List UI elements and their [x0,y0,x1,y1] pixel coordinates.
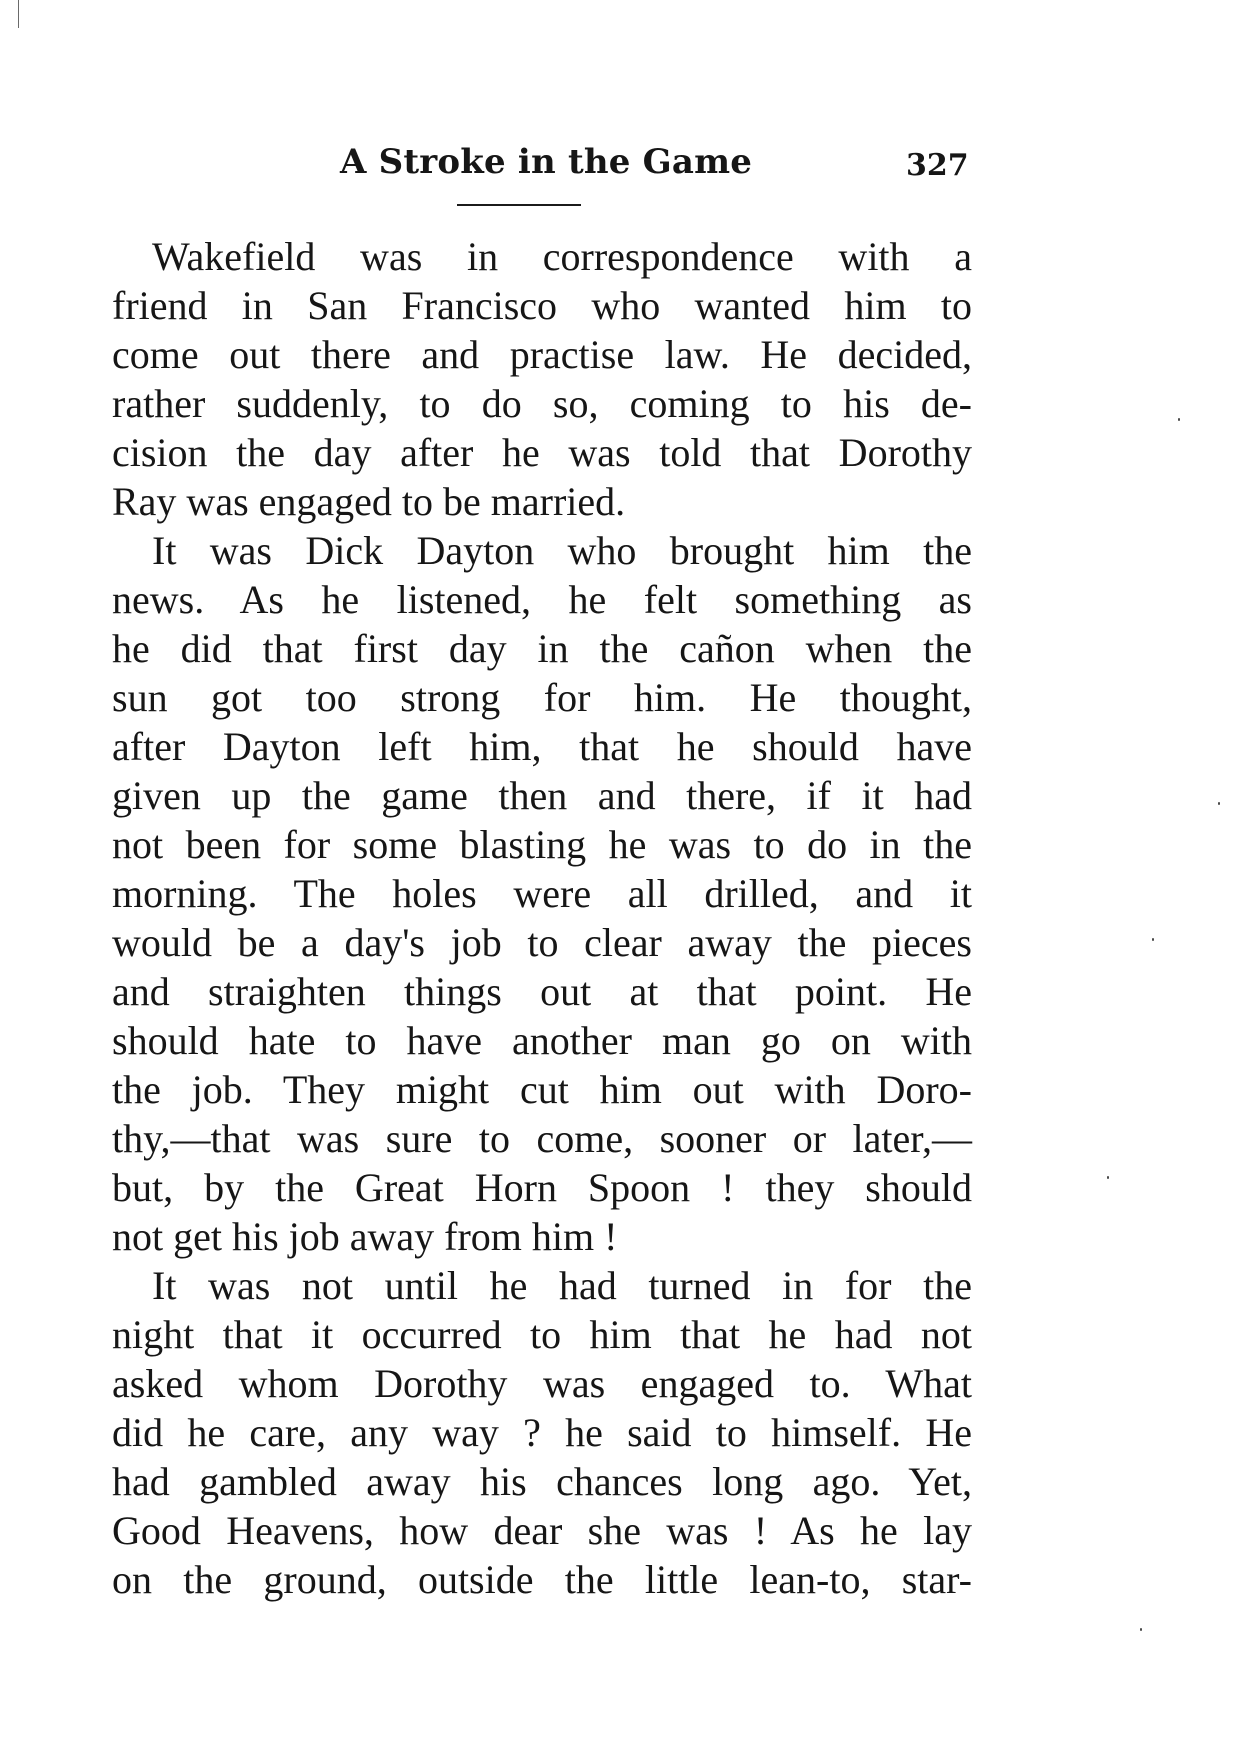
text-line: given up the game then and there, if it had [112,773,972,818]
text-line: would be a day's job to clear away the pieces [112,920,972,965]
paper-speck [1152,938,1154,941]
page-number: 327 [906,148,969,183]
text-line: come out there and practise law. He decided, [112,332,972,377]
text-line: friend in San Francisco who wanted him to [112,283,972,328]
body-text [112,232,972,1604]
text-line: Wakefield was in correspondence with a [152,234,972,279]
header-rule [457,204,581,206]
text-line: did he care, any way ? he said to himself. He [112,1410,972,1455]
text-line: Ray was engaged to be married. [112,479,626,524]
text-line: It was not until he had turned in for the [152,1263,972,1308]
paper-speck [1140,1628,1142,1631]
text-line: night that it occurred to him that he had not [112,1312,972,1357]
text-line: the job. They might cut him out with Doro- [112,1067,972,1112]
text-line: asked whom Dorothy was engaged to. What [112,1361,972,1406]
text-line: not get his job away from him ! [112,1214,618,1259]
page-edge-mark [18,0,19,28]
paper-speck [1178,418,1180,421]
text-line: he did that first day in the cañon when the [112,626,972,671]
text-line: thy,—that was sure to come, sooner or later,— [112,1116,972,1161]
paper-speck [1218,802,1220,805]
text-line: news. As he listened, he felt something as [112,577,972,622]
text-line: rather suddenly, to do so, coming to his de- [112,381,972,426]
text-line: but, by the Great Horn Spoon ! they should [112,1165,972,1210]
text-line: morning. The holes were all drilled, and it [112,871,972,916]
text-line: after Dayton left him, that he should have [112,724,972,769]
text-line: sun got too strong for him. He thought, [112,675,972,720]
text-line: Good Heavens, how dear she was ! As he lay [112,1508,972,1553]
text-line: should hate to have another man go on with [112,1018,972,1063]
running-header-title: A Stroke in the Game [340,142,753,182]
text-line: on the ground, outside the little lean-to, star- [112,1557,972,1602]
text-line: not been for some blasting he was to do in the [112,822,972,867]
text-line: and straighten things out at that point. He [112,969,972,1014]
paper-speck [1107,1176,1109,1179]
text-line: had gambled away his chances long ago. Yet, [112,1459,972,1504]
text-line: cision the day after he was told that Dorothy [112,430,972,475]
text-line: It was Dick Dayton who brought him the [152,528,972,573]
